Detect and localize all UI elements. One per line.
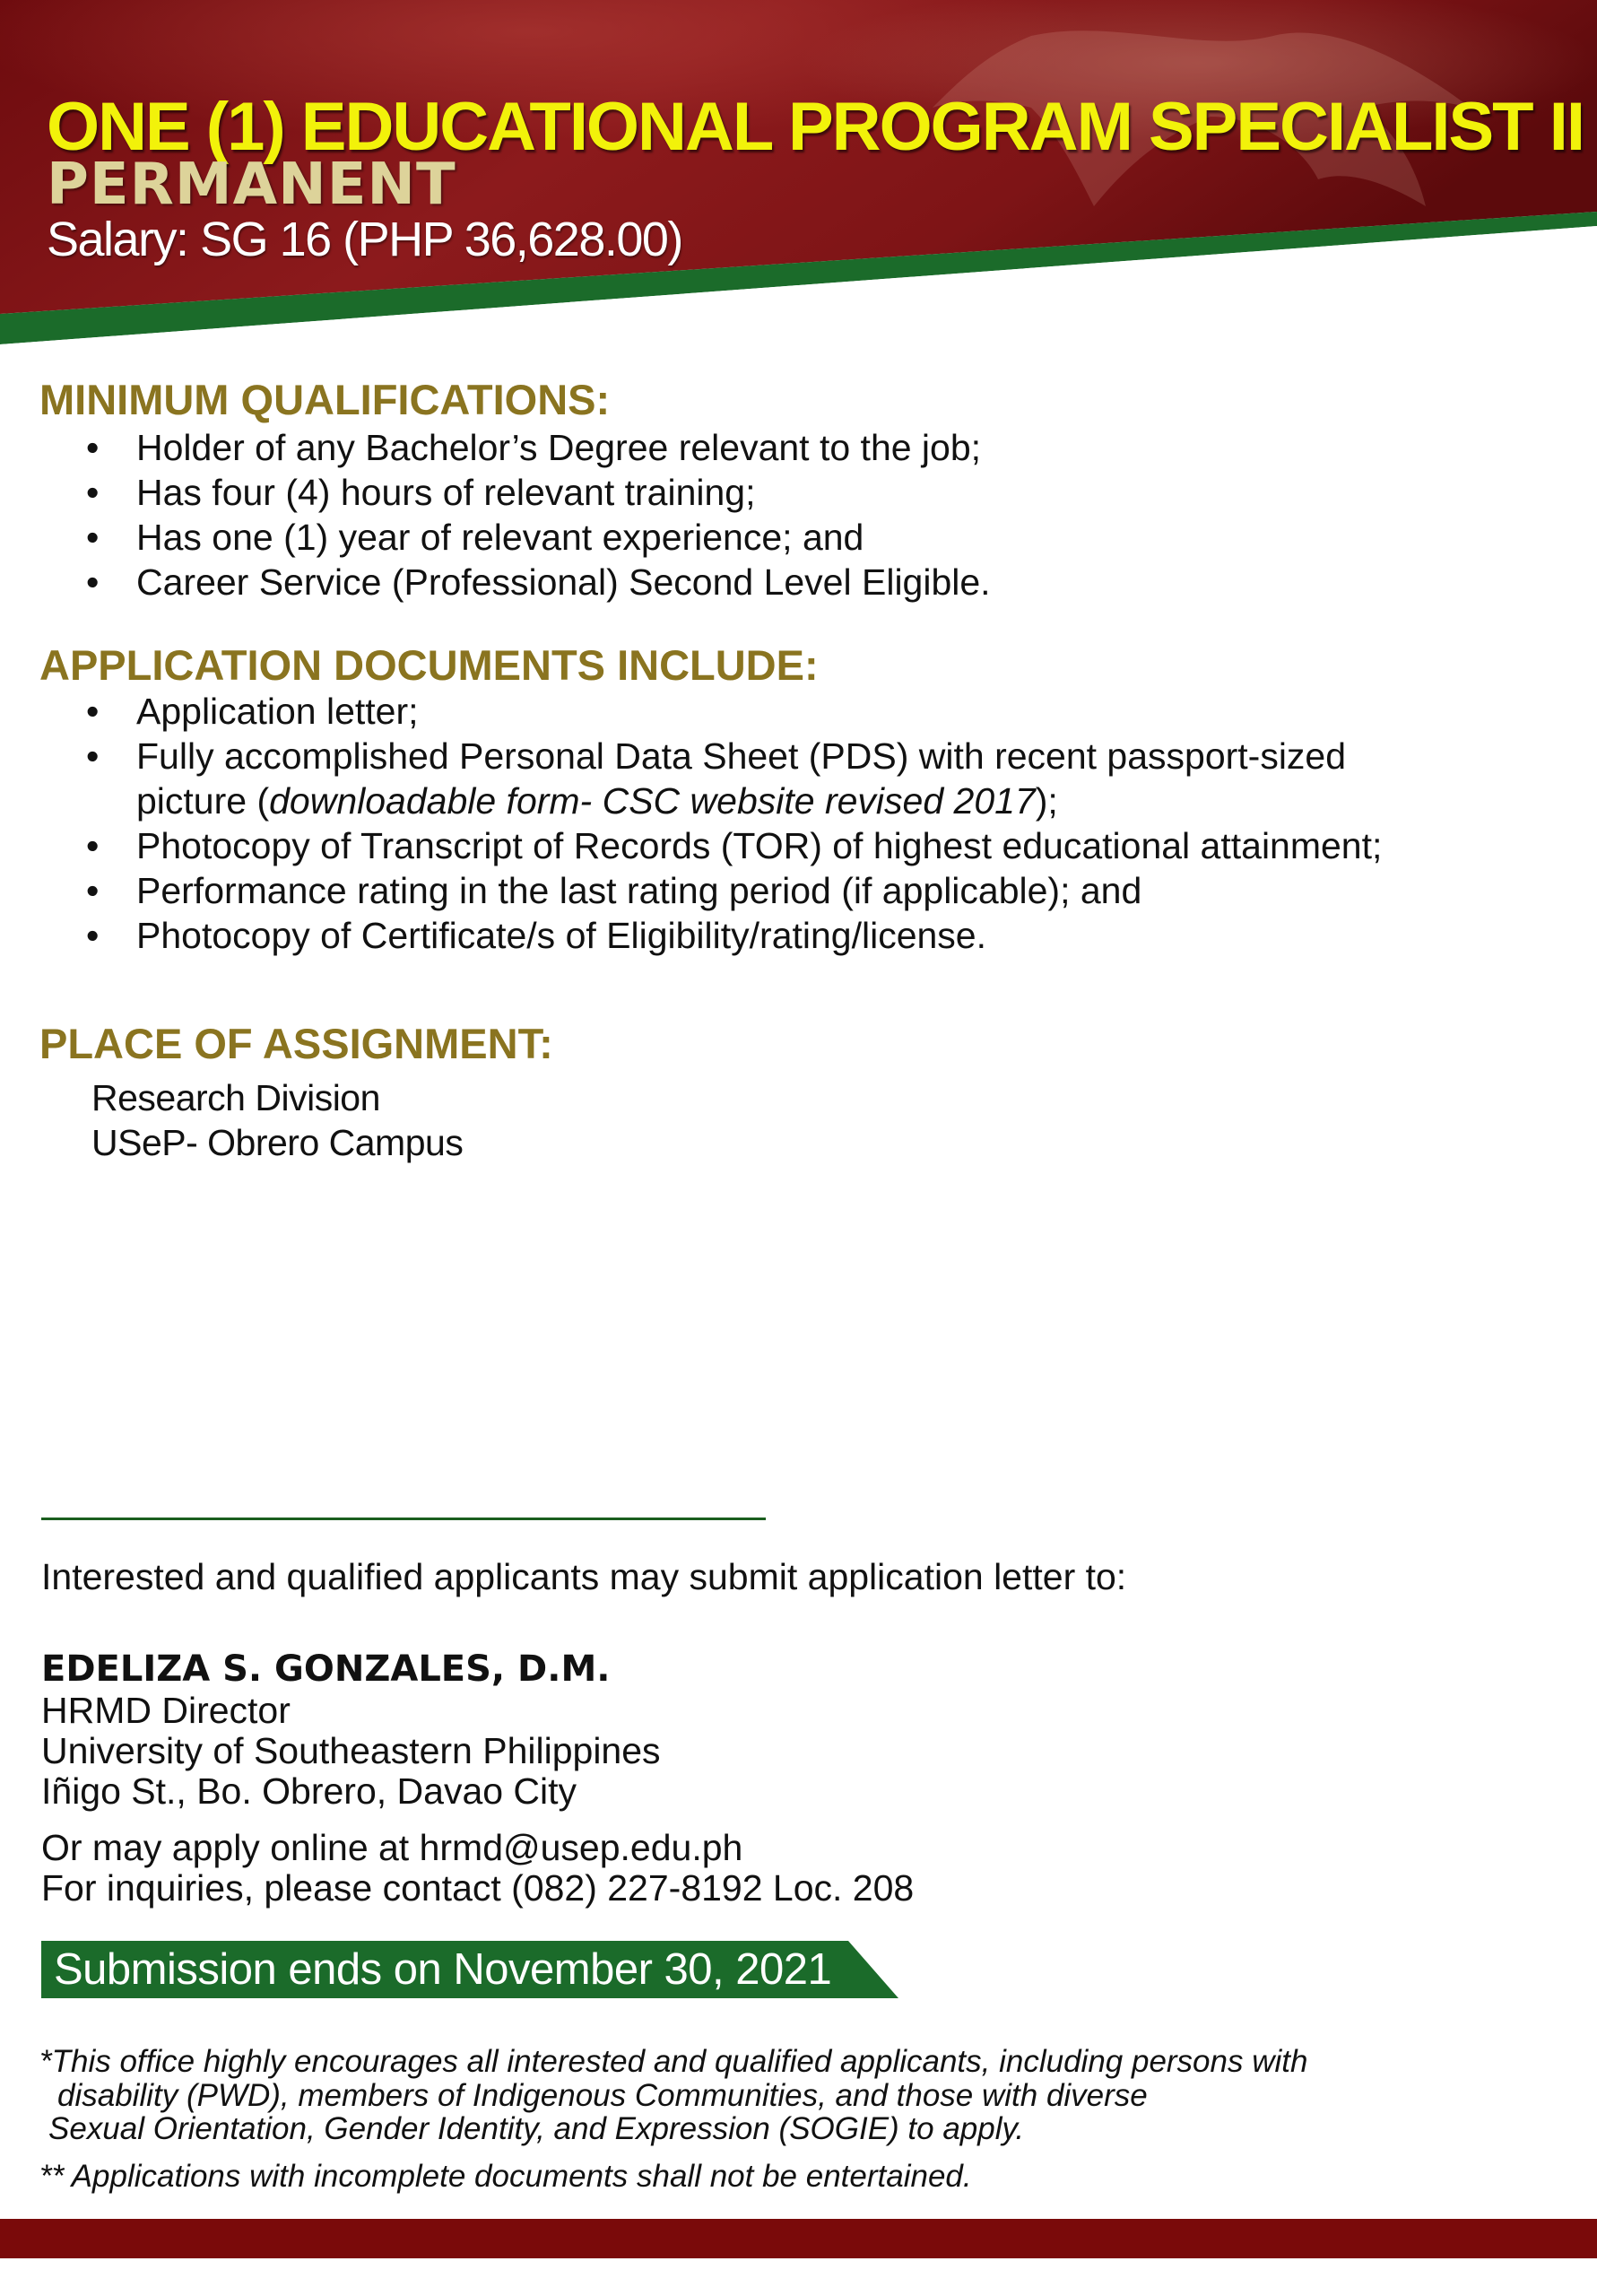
incomplete-documents-note: ** Applications with incomplete documents shall not be entertained.	[39, 2159, 972, 2194]
assignment-heading: PLACE OF ASSIGNMENT:	[39, 1020, 553, 1067]
salary-grade: Salary: SG 16 (PHP 36,628.00)	[47, 213, 682, 266]
list-item: • Photocopy of Certificate/s of Eligibility/rating/license.	[86, 915, 987, 956]
inclusion-note-line-1: *This office highly encourages all interested and qualified applicants, including persons with	[39, 2044, 1308, 2079]
qualifications-heading: MINIMUM QUALIFICATIONS:	[39, 376, 611, 423]
bullet-icon: •	[86, 517, 100, 558]
list-item: • Fully accomplished Personal Data Sheet (PDS) with recent passport-sized picture (downloadable form- CSC website revised 2017);	[86, 735, 1347, 822]
divider	[41, 1518, 766, 1520]
bullet-icon: •	[86, 427, 100, 468]
contact-name: EDELIZA S. GONZALES, D.M.	[41, 1648, 611, 1690]
deadline-text: Submission ends on November 30, 2021	[54, 1945, 832, 1994]
contact-institution: University of Southeastern Philippines	[41, 1730, 661, 1771]
list-item: • Application letter;	[86, 691, 419, 732]
assignment-campus: USeP- Obrero Campus	[91, 1122, 464, 1163]
contact-online: Or may apply online at hrmd@usep.edu.ph	[41, 1827, 743, 1868]
list-item: • Has four (4) hours of relevant training;	[86, 472, 756, 513]
list-item: • Performance rating in the last rating period (if applicable); and	[86, 870, 1142, 911]
documents-heading: APPLICATION DOCUMENTS INCLUDE:	[39, 641, 819, 689]
deadline-banner	[41, 1941, 898, 1998]
contact-intro: Interested and qualified applicants may submit application letter to:	[41, 1556, 1127, 1597]
list-item: • Career Service (Professional) Second Level Eligible.	[86, 561, 991, 603]
inclusion-note-line-2: disability (PWD), members of Indigenous Communities, and those with diverse	[57, 2078, 1148, 2113]
bullet-icon: •	[86, 735, 100, 777]
contact-position: HRMD Director	[41, 1690, 291, 1731]
bullet-icon: •	[86, 561, 100, 603]
bullet-icon: •	[86, 915, 100, 956]
list-item: • Has one (1) year of relevant experience; and	[86, 517, 864, 558]
documents-list	[82, 689, 1382, 958]
assignment-division: Research Division	[91, 1077, 380, 1118]
bullet-icon: •	[86, 472, 100, 513]
header-banner	[0, 0, 1597, 359]
qualifications-list	[82, 425, 991, 604]
list-item: • Holder of any Bachelor’s Degree relevant to the job;	[86, 427, 982, 468]
bullet-icon: •	[86, 870, 100, 911]
bullet-icon: •	[86, 691, 100, 732]
job-title: ONE (1) EDUCATIONAL PROGRAM SPECIALIST II	[47, 89, 1584, 165]
footer-bar	[0, 2219, 1597, 2258]
employment-status: PERMANENT	[47, 152, 456, 218]
inclusion-note-line-3: Sexual Orientation, Gender Identity, and Expression (SOGIE) to apply.	[48, 2111, 1025, 2146]
list-item: • Photocopy of Transcript of Records (TOR) of highest educational attainment;	[86, 825, 1383, 866]
contact-inquiries: For inquiries, please contact (082) 227-8192 Loc. 208	[41, 1867, 915, 1909]
contact-address: Iñigo St., Bo. Obrero, Davao City	[41, 1770, 577, 1812]
form-reference: downloadable form- CSC website revised 2017	[269, 780, 1036, 822]
bullet-icon: •	[86, 825, 100, 866]
